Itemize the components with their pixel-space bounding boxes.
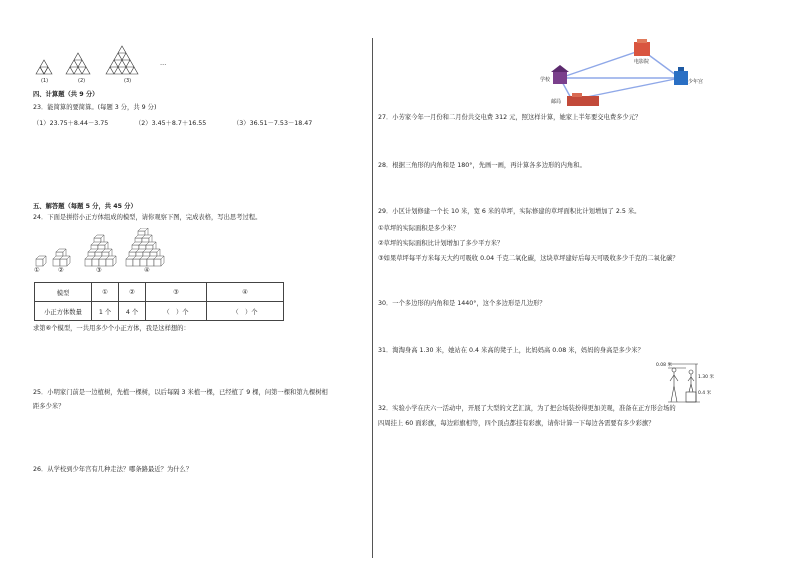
q23-item-1: （1）23.75＋8.44－3.75 (33, 120, 109, 127)
section-5-title: 五、解答题（每题 5 分，共 45 分） (33, 203, 137, 210)
table-header-cell: ④ (207, 283, 284, 302)
table-cell: 4 个 (119, 302, 146, 321)
question-28: 28．根据三角形的内角和是 180°，先画一画，再计算各多边形的内角和。 (378, 162, 586, 169)
q29-sub-1: ①草坪的实际面积是多少米？ (378, 225, 460, 232)
cube-label-4: ④ (144, 267, 150, 274)
table-cell: 小正方体数量 (35, 302, 92, 321)
q24-followup: 求第⑥个模型，一共用多少个小正方体，我是这样想的： (33, 325, 190, 332)
table-cell: （ ）个 (146, 302, 207, 321)
q29-sub-2: ②草坪的实际面积比计划增加了多少平方米？ (378, 240, 504, 247)
section-4-title: 四、计算题（共 9 分） (33, 91, 99, 98)
question-32-line-2: 四周挂上 60 面彩旗，每边彩旗相等，四个顶点都挂有彩旗，请你计算一下每边各需要有多少彩旗？ (378, 420, 655, 427)
question-25-line-2: 距多少米？ (33, 403, 65, 410)
map-label-cinema: 电影院 (634, 59, 650, 65)
map-label-school: 学校 (540, 77, 551, 83)
table-row (35, 302, 284, 321)
cube-label-2: ② (58, 267, 64, 274)
cube-label-3: ③ (96, 267, 102, 274)
cube-label-1: ① (34, 267, 40, 274)
table-header-row (35, 283, 284, 302)
height-label-stool: 0.4 米 (698, 391, 712, 396)
table-header-cell: 模型 (35, 283, 92, 302)
table-header-cell: ② (119, 283, 146, 302)
cinema-building-icon (634, 42, 650, 56)
table-header-cell: ① (92, 283, 119, 302)
cube-count-table (34, 282, 284, 321)
school-building-icon (553, 72, 567, 84)
question-25-line-1: 25．小明家门前是一边植树，先植一棵树，以后每隔 3 米植一棵，已经植了 9 棵，问第一棵和第九棵树相 (33, 389, 328, 396)
q23-item-2: （2）3.45＋8.7＋16.55 (135, 120, 207, 127)
height-label-diff: 0.08 米 (656, 363, 672, 368)
question-27: 27．小芳家今年一月份和二月份共交电费 312 元，照这样计算，她家上半年要交电费多少元？ (378, 114, 642, 121)
tri-label-3: (3) (124, 78, 132, 84)
question-32-line-1: 32．实验小学在庆六一活动中，开展了大型的文艺汇演，为了把会场装扮得更加美观，准备在正方形会场的 (378, 405, 676, 412)
question-31: 31．淘淘身高 1.30 米，她站在 0.4 米高的凳子上，比妈妈高 0.08 米，妈妈的身高是多少米？ (378, 347, 644, 354)
tri-ellipsis: … (160, 60, 167, 67)
tri-label-2: (2) (78, 78, 86, 84)
cube-models-figure (34, 228, 184, 276)
column-divider (372, 38, 373, 558)
route-map-figure (520, 38, 700, 112)
q29-sub-3: ③如果草坪每平方米每天大约可吸收 0.04 千克二氧化碳，这块草坪建好后每天可吸收多少千克的二氧化碳？ (378, 255, 679, 262)
table-cell: 1 个 (92, 302, 119, 321)
tri-label-1: (1) (41, 78, 49, 84)
question-26: 26．从学校到少年宫有几种走法？哪条路最近？为什么？ (33, 466, 193, 473)
table-cell: （ ）个 (207, 302, 284, 321)
q23-item-3: （3）36.51－7.53－18.47 (233, 120, 313, 127)
post-office-building-icon (567, 96, 599, 106)
map-label-youth-palace: 少年宫 (688, 79, 704, 85)
question-24: 24．下面是拼搭小正方体组成的模型，请你观察下图，完成表格，写出思考过程。 (33, 214, 262, 221)
triangle-pattern-figure (32, 44, 172, 86)
question-23: 23．能简算的要简算。(每题 3 分，共 9 分) (33, 104, 157, 111)
height-label-child: 1.30 米 (698, 375, 714, 380)
question-29: 29．小区计划修建一个长 10 米，宽 6 米的草坪，实际修建的草坪面积比计划增加了 2.5 米。 (378, 208, 641, 215)
table-header-cell: ③ (146, 283, 207, 302)
youth-palace-building-icon (674, 71, 688, 85)
question-30: 30．一个多边形的内角和是 1440°，这个多边形是几边形？ (378, 300, 546, 307)
map-label-post-office: 邮局 (551, 99, 562, 105)
